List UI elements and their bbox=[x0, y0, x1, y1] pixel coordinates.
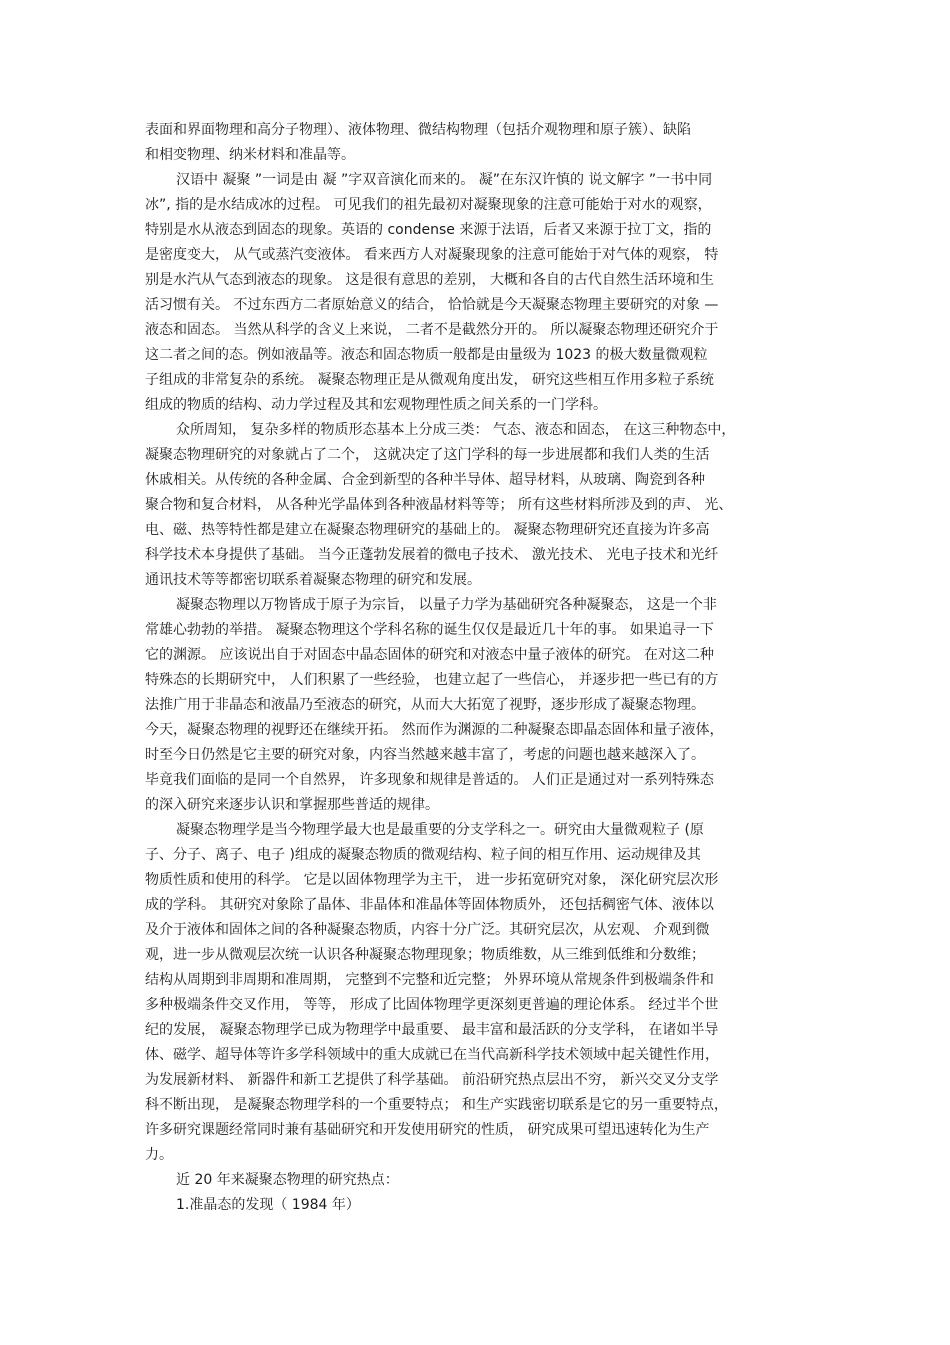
text-line: 凝聚态物理以万物皆成于原子为宗旨， 以量子力学为基础研究各种凝聚态， 这是一个非 bbox=[176, 597, 717, 613]
text-line: 通讯技术等等都密切联系着凝聚态物理的研究和发展。 bbox=[145, 572, 481, 588]
text-line: 汉语中 凝聚 ”一词是由 凝 ”字双音演化而来的。 凝”在东汉许慎的 说文解字 ”一书中同 bbox=[176, 172, 713, 188]
text-line: 的深入研究来逐步认识和掌握那些普适的规律。 bbox=[145, 797, 439, 813]
text-line: 休戚相关。从传统的各种金属、合金到新型的各种半导体、超导材料，从玻璃、陶瓷到各种 bbox=[145, 472, 705, 488]
text-line: 力。 bbox=[145, 1147, 173, 1163]
text-line: 结构从周期到非周期和准周期， 完整到不完整和近完整； 外界环境从常规条件到极端条件和 bbox=[145, 972, 714, 988]
text-line: 科不断出现， 是凝聚态物理学科的一个重要特点； 和生产实践密切联系是它的另一重要特点， bbox=[145, 1097, 728, 1113]
text-line: 今天，凝聚态物理的视野还在继续开拓。 然而作为渊源的二种凝聚态即晶态固体和量子液体， bbox=[145, 722, 724, 738]
text-line: 活习惯有关。 不过东西方二者原始意义的结合， 恰恰就是今天凝聚态物理主要研究的对象 — bbox=[145, 297, 719, 313]
text-line: 纪的发展， 凝聚态物理学已成为物理学中最重要、 最丰富和最活跃的分支学科， 在诸如半导 bbox=[145, 1022, 719, 1038]
text-line: 是密度变大， 从气或蒸汽变液体。 看来西方人对凝聚现象的注意可能始于对气体的观察， 特 bbox=[145, 247, 719, 263]
section-heading: 近 20 年来凝聚态物理的研究热点： bbox=[176, 1172, 399, 1188]
text-line: 科学技术本身提供了基础。 当今正蓬勃发展着的微电子技术、 激光技术、 光电子技术和光纤 bbox=[145, 547, 719, 563]
text-line: 聚合物和复合材料， 从各种光学晶体到各种液晶材料等等； 所有这些材料所涉及到的声、 光、 bbox=[145, 497, 733, 513]
text-line: 常雄心勃勃的举措。 凝聚态物理这个学科名称的诞生仅仅是最近几十年的事。 如果追寻一下 bbox=[145, 622, 714, 638]
text-line: 体、磁学、超导体等许多学科领域中的重大成就已在当代高新科学技术领域中起关键性作用， bbox=[145, 1047, 719, 1063]
text-line: 及介于液体和固体之间的各种凝聚态物质，内容十分广泛。其研究层次，从宏观、 介观到微 bbox=[145, 922, 710, 938]
text-line: 别是水汽从气态到液态的现象。 这是很有意思的差别， 大概和各自的古代自然生活环境和生 bbox=[145, 272, 714, 288]
text-line: 和相变物理、纳米材料和准晶等。 bbox=[145, 147, 355, 163]
text-line: 许多研究课题经常同时兼有基础研究和开发使用研究的性质， 研究成果可望迅速转化为生产 bbox=[145, 1122, 710, 1138]
text-line: 子组成的非常复杂的系统。 凝聚态物理正是从微观角度出发， 研究这些相互作用多粒子系统 bbox=[145, 372, 714, 388]
text-line: 组成的物质的结构、动力学过程及其和宏观物理性质之间关系的一门学科。 bbox=[145, 397, 607, 413]
text-line: 成的学科。 其研究对象除了晶体、非晶体和准晶体等固体物质外， 还包括稠密气体、液体以 bbox=[145, 897, 714, 913]
text-line: 电、磁、热等特性都是建立在凝聚态物理研究的基础上的。 凝聚态物理研究还直接为许多高 bbox=[145, 522, 710, 538]
text-line: 凝聚态物理学是当今物理学最大也是最重要的分支学科之一。研究由大量微观粒子 (原 bbox=[176, 822, 704, 838]
text-line: 凝聚态物理研究的对象就占了二个， 这就决定了这门学科的每一步进展都和我们人类的生活 bbox=[145, 447, 710, 463]
text-line: 特别是水从液态到固态的现象。英语的 condense 来源于法语，后者又来源于拉丁文，指的 bbox=[145, 222, 712, 238]
text-line: 毕竟我们面临的是同一个自然界， 许多现象和规律是普适的。 人们正是通过对一系列特殊态 bbox=[145, 772, 714, 788]
list-item: 1.准晶态的发现（ 1984 年） bbox=[176, 1197, 360, 1213]
text-line: 冰”, 指的是水结成冰的过程。 可见我们的祖先最初对凝聚现象的注意可能始于对水的观察， bbox=[145, 197, 712, 213]
text-line: 它的渊源。 应该说出自于对固态中晶态固体的研究和对液态中量子液体的研究。 在对这二种 bbox=[145, 647, 714, 663]
text-line: 子、分子、离子、电子 )组成的凝聚态物质的微观结构、粒子间的相互作用、运动规律及其 bbox=[145, 847, 701, 863]
text-line: 众所周知， 复杂多样的物质形态基本上分成三类： 气态、液态和固态， 在这三种物态中， bbox=[176, 422, 736, 438]
text-line: 时至今日仍然是它主要的研究对象，内容当然越来越丰富了，考虑的问题也越来越深入了。 bbox=[145, 747, 705, 763]
text-line: 这二者之间的态。例如液晶等。液态和固态物质一般都是由量级为 1023 的极大数量微观粒 bbox=[145, 347, 708, 363]
text-line: 法推广用于非晶态和液晶乃至液态的研究，从而大大拓宽了视野，逐步形成了凝聚态物理。 bbox=[145, 697, 705, 713]
text-line: 物质性质和使用的科学。 它是以固体物理学为主干， 进一步拓宽研究对象， 深化研究层次形 bbox=[145, 872, 719, 888]
text-line: 为发展新材料、 新器件和新工艺提供了科学基础。 前沿研究热点层出不穷， 新兴交叉分支学 bbox=[145, 1072, 719, 1088]
text-line: 表面和界面物理和高分子物理）、液体物理、微结构物理（包括介观物理和原子簇）、缺陷 bbox=[145, 122, 691, 138]
text-line: 液态和固态。 当然从科学的含义上来说， 二者不是截然分开的。 所以凝聚态物理还研究介于 bbox=[145, 322, 719, 338]
text-line: 特殊态的长期研究中， 人们积累了一些经验， 也建立起了一些信心， 并逐步把一些已有的方 bbox=[145, 672, 719, 688]
text-line: 观，进一步从微观层次统一认识各种凝聚态物理现象；物质维数，从三维到低维和分数维； bbox=[145, 947, 705, 963]
text-line: 多种极端条件交叉作用， 等等， 形成了比固体物理学更深刻更普遍的理论体系。 经过半个世 bbox=[145, 997, 719, 1013]
